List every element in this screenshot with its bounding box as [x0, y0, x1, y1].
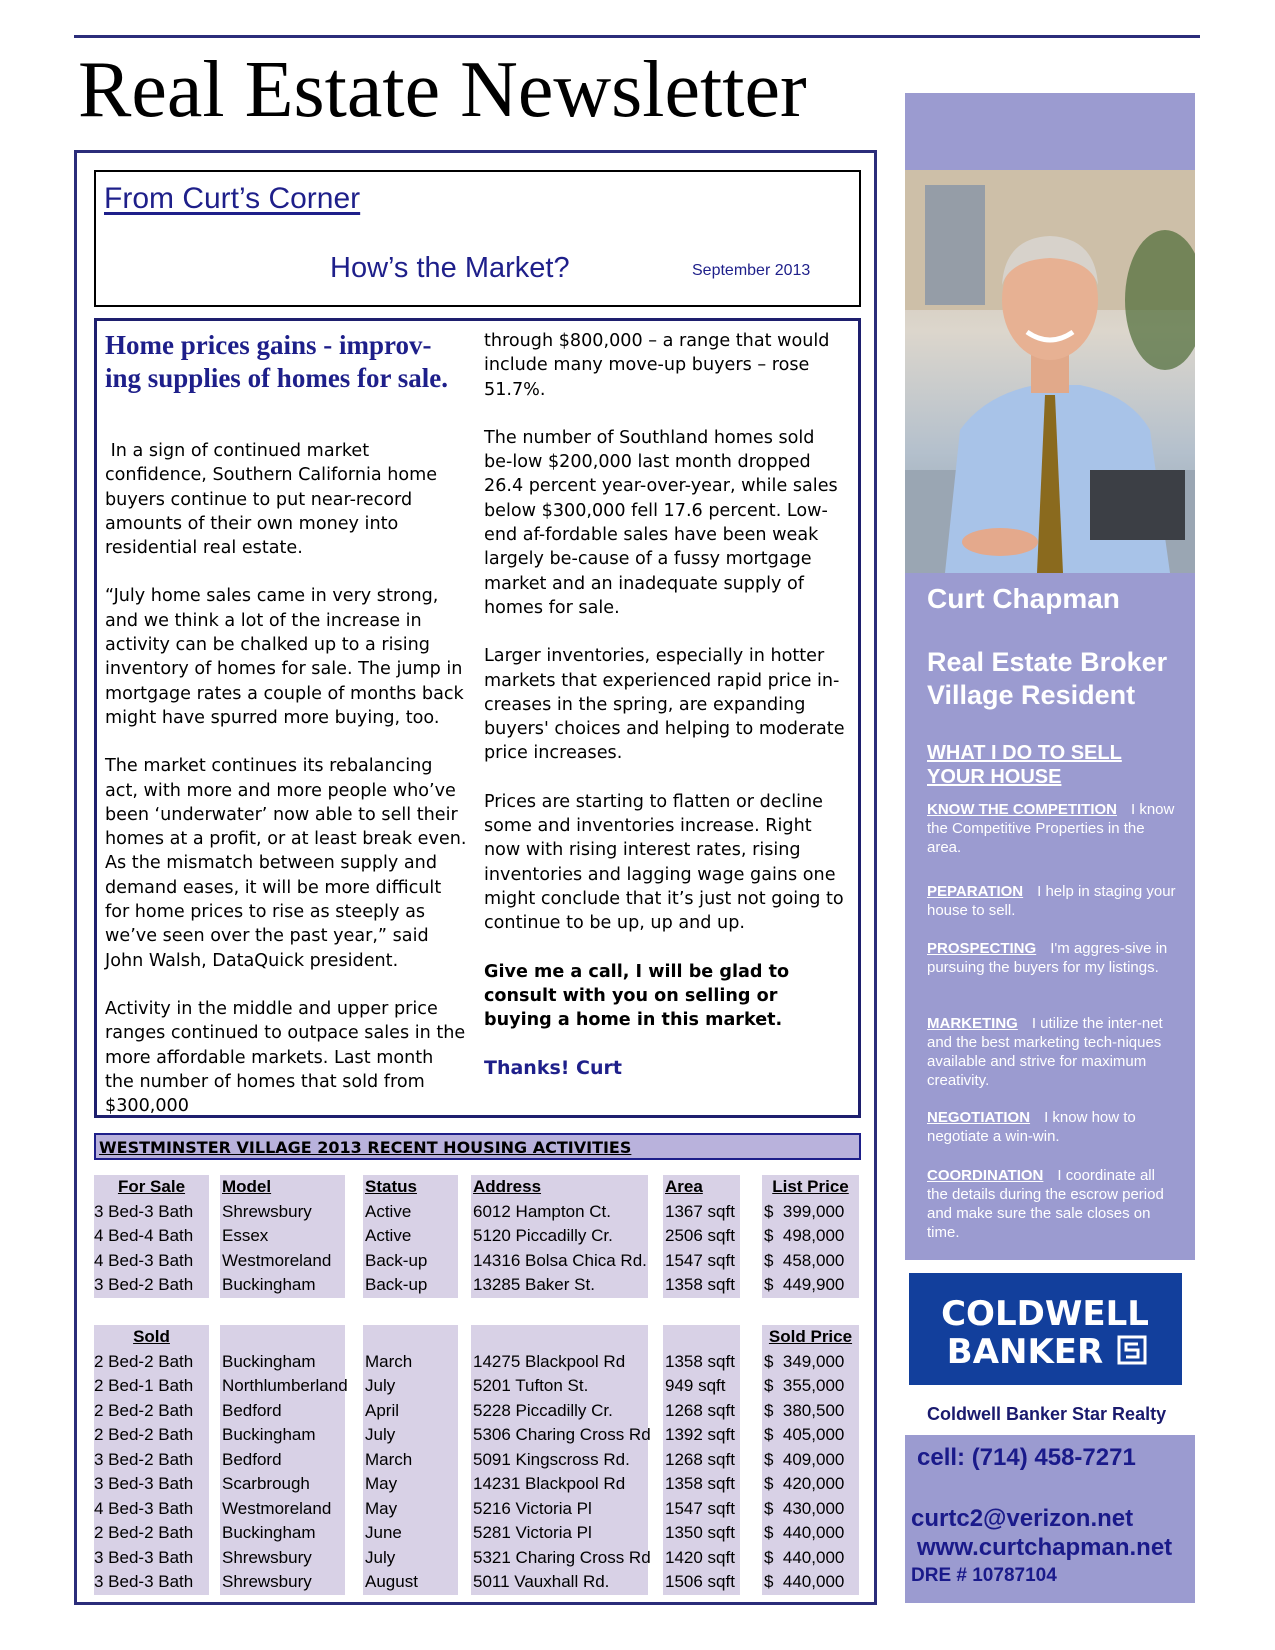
sold-row-cell: 1358 sqft	[665, 1351, 735, 1371]
service-item	[927, 800, 1179, 857]
for-sale-row-cell: 2506 sqft	[665, 1226, 735, 1245]
cell-phone: cell: (714) 458-7271	[917, 1444, 1136, 1471]
table-column-price	[762, 1325, 859, 1595]
table-column-address	[471, 1325, 651, 1595]
for-sale-row-cell: Shrewsbury	[222, 1201, 312, 1221]
agency-name: Coldwell Banker Star Realty	[927, 1404, 1167, 1424]
for-sale-row-cell: $ 458,000	[764, 1250, 845, 1270]
for-sale-header: For Sale	[117, 1177, 186, 1196]
for-sale-row-cell: 13285 Baker St.	[473, 1275, 595, 1294]
sold-row-cell: 14275 Blackpool Rd	[473, 1351, 626, 1371]
service-item	[927, 882, 1179, 920]
sold-row-cell: 1268 sqft	[665, 1400, 735, 1420]
sold-row-cell: $ 440,000	[764, 1523, 845, 1542]
sold-row-cell: 5228 Piccadilly Cr.	[473, 1400, 613, 1420]
sold-row-cell: $ 409,000	[764, 1449, 845, 1469]
service-text: I know the Competitive Properties in the area.	[927, 801, 1175, 856]
sold-row-cell: July	[365, 1376, 396, 1395]
paragraph: The number of Southland homes sold be-low $200,000 last month dropped 26.4 percent year-over-year, while sales below $300,000 fell 17.6 percent. Low-end af-fordable sales have been weak largely be-cause of a fussy mortgage market and an inadequate supply of homes for sale.	[484, 427, 838, 618]
for-sale-row-cell: $ 498,000	[764, 1226, 845, 1245]
agent-portrait-icon	[905, 170, 1195, 573]
for-sale-row-cell: 3 Bed-2 Bath	[94, 1275, 194, 1294]
sold-row-cell: Bedford	[222, 1400, 282, 1420]
top-rule	[74, 35, 1200, 38]
sold-row-cell: 14231 Blackpool Rd	[473, 1474, 626, 1493]
sold-row-cell: August	[365, 1572, 418, 1591]
paragraph: Activity in the middle and upper price ranges continued to outpace sales in the more affordable markets. Last month the number of homes that sold from $300,000	[105, 998, 466, 1117]
sold-row-cell: 2 Bed-2 Bath	[94, 1523, 194, 1542]
for-sale-row-cell: 14316 Bolsa Chica Rd.	[473, 1250, 647, 1270]
website-link[interactable]: www.curtchapman.net	[917, 1534, 1173, 1561]
sold-row-cell: 2 Bed-1 Bath	[94, 1376, 194, 1395]
paragraph: In a sign of continued market confidence, Southern California home buyers continue to put near-record amounts of their own money into residential real estate.	[105, 441, 438, 559]
for-sale-row-cell: 1367 sqft	[665, 1201, 735, 1221]
curts-corner-box	[94, 170, 861, 307]
table-column-model	[220, 1175, 345, 1298]
sold-row-cell: $ 420,000	[764, 1474, 845, 1493]
article-column-1	[105, 321, 467, 1142]
service-key: NEGOTIATION	[927, 1109, 1031, 1126]
service-text: I coordinate all the details during the escrow period and make sure the sale closes on time.	[927, 1167, 1164, 1241]
table-column-area	[663, 1175, 740, 1298]
service-text: I utilize the inter-net and the best marketing tech-niques available and strive for maximum creativity.	[927, 1015, 1163, 1089]
sold-row-cell: Shrewsbury	[222, 1547, 312, 1567]
sold-row-cell: 5281 Victoria Pl	[473, 1523, 592, 1542]
market-heading: How’s the Market?	[330, 252, 570, 284]
for-sale-row-cell: 3 Bed-3 Bath	[94, 1201, 194, 1221]
logo-mark-icon	[909, 1273, 1182, 1385]
service-key: PEPARATION	[927, 883, 1024, 900]
sold-row-cell: $ 440,000	[764, 1547, 845, 1567]
sold-row-cell: Buckingham	[222, 1351, 316, 1371]
sold-row-cell: May	[365, 1498, 398, 1518]
sold-row-cell: $ 355,000	[764, 1376, 845, 1395]
sold-row-cell: 5306 Charing Cross Rd	[473, 1425, 651, 1444]
sold-row-cell: 5216 Victoria Pl	[473, 1498, 592, 1518]
sold-row-cell: 2 Bed-2 Bath	[94, 1351, 194, 1371]
sold-row-cell: Buckingham	[222, 1425, 316, 1444]
corner-title: From Curt’s Corner	[104, 182, 361, 215]
sold-row-cell: 2 Bed-2 Bath	[94, 1400, 194, 1420]
sold-row-cell: Westmoreland	[222, 1498, 332, 1518]
service-item	[927, 1014, 1179, 1090]
sold-row-cell: 5321 Charing Cross Rd	[473, 1547, 651, 1567]
sold-row-cell: $ 405,000	[764, 1425, 845, 1444]
sold-row-cell: 1358 sqft	[665, 1474, 735, 1493]
article-column-2	[484, 329, 846, 1105]
role-line: Real Estate Broker	[927, 647, 1168, 677]
sold-row-cell: 3 Bed-3 Bath	[94, 1474, 194, 1493]
for-sale-row-cell: 6012 Hampton Ct.	[473, 1201, 611, 1221]
sold-row-cell: 1392 sqft	[665, 1425, 735, 1444]
service-text: I know how to negotiate a win-win.	[927, 1109, 1136, 1145]
for-sale-header: Area	[665, 1177, 703, 1196]
call-to-action: Give me a call, I will be glad to consult with you on selling or buying a home in this market.	[484, 961, 790, 1031]
sold-row-cell: July	[365, 1425, 396, 1444]
sold-header: Sold Price	[768, 1327, 853, 1346]
service-text: I'm aggres-sive in pursuing the buyers for my listings.	[927, 940, 1168, 976]
for-sale-row-cell: 5120 Piccadilly Cr.	[473, 1226, 613, 1245]
table-column-type	[94, 1175, 209, 1298]
service-key: COORDINATION	[927, 1167, 1044, 1184]
table-column-type	[94, 1325, 209, 1595]
table-column-status	[363, 1325, 458, 1595]
for-sale-row-cell: Westmoreland	[222, 1250, 332, 1270]
paragraph: Larger inventories, especially in hotter markets that experienced rapid price in-creases in the spring, are expanding buyers' choices and helping to moderate price increases.	[484, 646, 845, 764]
paragraph: The market continues its rebalancing act, with more and more people who’ve been ‘underwater’ now able to sell their homes at a profit, or at least break even. As the mismatch between supply and demand eases, it will be more difficult for home prices to rise as steeply as we’ve seen over the past year,” said John Walsh, DataQuick president.	[105, 756, 467, 971]
sold-row-cell: April	[365, 1400, 400, 1420]
for-sale-row-cell: $ 449,900	[764, 1275, 845, 1294]
sold-row-cell: 1268 sqft	[665, 1449, 735, 1469]
for-sale-header: Address	[473, 1177, 542, 1196]
for-sale-row-cell: $ 399,000	[764, 1201, 845, 1221]
for-sale-row-cell: Essex	[222, 1226, 269, 1245]
sold-row-cell: Buckingham	[222, 1523, 316, 1542]
for-sale-row-cell: 1547 sqft	[665, 1250, 735, 1270]
sold-row-cell: $ 440,000	[764, 1572, 845, 1591]
sold-row-cell: $ 380,500	[764, 1400, 845, 1420]
for-sale-row-cell: Buckingham	[222, 1275, 316, 1294]
table-column-address	[471, 1175, 648, 1298]
sold-row-cell: Shrewsbury	[222, 1572, 312, 1591]
sold-row-cell: May	[365, 1474, 398, 1493]
table-column-area	[663, 1325, 740, 1595]
for-sale-row-cell: 4 Bed-4 Bath	[94, 1226, 194, 1245]
sold-row-cell: March	[365, 1351, 413, 1371]
sold-row-cell: $ 349,000	[764, 1351, 845, 1371]
sold-row-cell: $ 430,000	[764, 1498, 845, 1518]
sold-row-cell: 4 Bed-3 Bath	[94, 1498, 194, 1518]
sold-row-cell: Northlumberland	[222, 1376, 348, 1395]
paragraph: Prices are starting to flatten or decline some and inventories increase. Right now with rising interest rates, rising inventories and lagging wage gains one might conclude that it’s just not going to continue to be up, up and up.	[484, 791, 844, 934]
table-column-status	[363, 1175, 458, 1298]
sold-row-cell: March	[365, 1449, 413, 1469]
logo-line: COLDWELL	[941, 1294, 1149, 1334]
paragraph: “July home sales came in very strong, and we think a lot of the increase in activity can be chalked up to a rising inventory of homes for sale. The jump in mortgage rates a couple of months back might have spurred more buying, too.	[105, 586, 464, 728]
sold-row-cell: 949 sqft	[665, 1376, 726, 1395]
for-sale-header: List Price	[772, 1177, 849, 1196]
service-text: I help in staging your house to sell.	[927, 883, 1176, 919]
table-column-model	[220, 1325, 348, 1595]
coldwell-banker-logo	[909, 1273, 1182, 1385]
signoff: Thanks! Curt	[484, 1057, 622, 1080]
sold-row-cell: 1547 sqft	[665, 1498, 735, 1518]
agent-role	[927, 646, 1167, 712]
sold-header: Sold	[133, 1327, 170, 1346]
for-sale-header: Model	[222, 1177, 272, 1196]
for-sale-row-cell: Active	[365, 1201, 412, 1221]
sold-row-cell: 5011 Vauxhall Rd.	[473, 1572, 610, 1591]
for-sale-row-cell: 1358 sqft	[665, 1275, 735, 1294]
logo-line: BANKER	[946, 1332, 1104, 1372]
sold-row-cell: 1420 sqft	[665, 1547, 735, 1567]
dre-license: DRE # 10787104	[911, 1565, 1057, 1586]
issue-date: September 2013	[692, 262, 811, 279]
table-column-price	[762, 1175, 859, 1298]
article-box	[94, 318, 861, 1118]
sold-row-cell: 5091 Kingscross Rd.	[473, 1449, 630, 1469]
for-sale-row-cell: Back-up	[365, 1275, 428, 1294]
sold-row-cell: 3 Bed-3 Bath	[94, 1572, 194, 1591]
role-line: Village Resident	[927, 680, 1136, 710]
service-item	[927, 1108, 1179, 1146]
for-sale-row-cell: 4 Bed-3 Bath	[94, 1250, 194, 1270]
email-link[interactable]: curtc2@verizon.net	[911, 1505, 1134, 1532]
service-key: PROSPECTING	[927, 940, 1037, 957]
activities-header: WESTMINSTER VILLAGE 2013 RECENT HOUSING ACTIVITIES	[94, 1133, 861, 1160]
sold-row-cell: 2 Bed-2 Bath	[94, 1425, 194, 1444]
for-sale-row-cell: Back-up	[365, 1250, 428, 1270]
newsletter-title: Real Estate Newsletter	[78, 46, 807, 134]
article-headline: Home prices gains - improv-ing supplies of homes for sale.	[105, 330, 449, 393]
sold-row-cell: Scarbrough	[222, 1474, 310, 1493]
sold-row-cell: Bedford	[222, 1449, 282, 1469]
sold-row-cell: June	[365, 1523, 402, 1542]
for-sale-header: Status	[365, 1177, 417, 1196]
service-key: KNOW THE COMPETITION	[927, 801, 1117, 818]
sold-row-cell: July	[365, 1547, 396, 1567]
sold-row-cell: 5201 Tufton St.	[473, 1376, 589, 1395]
paragraph: through $800,000 – a range that would include many move-up buyers – rose 51.7%.	[484, 331, 830, 400]
sold-row-cell: 3 Bed-2 Bath	[94, 1449, 194, 1469]
agent-photo	[905, 170, 1195, 573]
service-item	[927, 939, 1179, 977]
sold-row-cell: 3 Bed-3 Bath	[94, 1547, 194, 1567]
for-sale-row-cell: Active	[365, 1226, 412, 1245]
services-heading: WHAT I DO TO SELL YOUR HOUSE	[927, 742, 1122, 788]
service-key: MARKETING	[927, 1015, 1018, 1032]
agent-name: Curt Chapman	[927, 583, 1120, 614]
service-item	[927, 1166, 1179, 1242]
sold-row-cell: 1506 sqft	[665, 1572, 735, 1591]
sold-row-cell: 1350 sqft	[665, 1523, 735, 1542]
